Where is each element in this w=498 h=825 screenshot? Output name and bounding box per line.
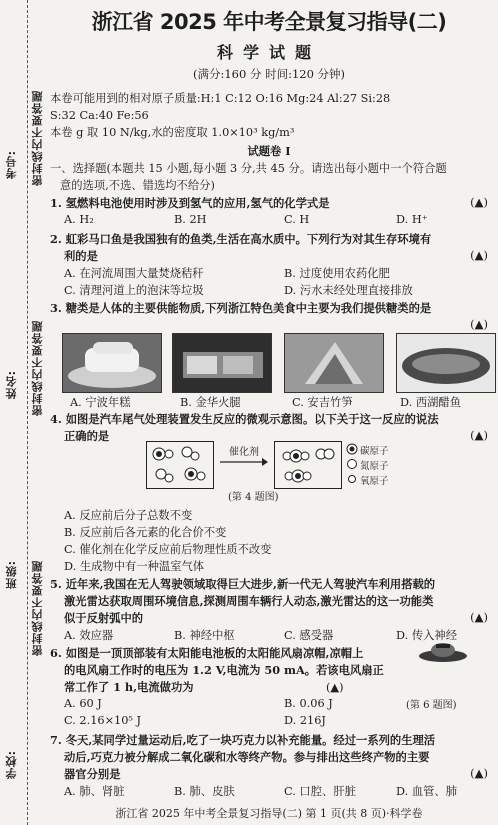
photo-vinegar-fish — [396, 333, 496, 393]
school-label: 学校: — [5, 750, 18, 780]
q7-answer-blank: (▲) — [470, 766, 488, 780]
page-footer: 浙江省 2025 年中考全景复习指导(二) 第 1 页(共 8 页)·科学卷 — [115, 807, 423, 820]
q6-option-c: C. 2.16×10⁵ J — [64, 714, 142, 727]
q4-stem-1: 4. 如图是汽车尾气处理装置发生反应的微观示意图。以下关于这一反应的说法 — [50, 412, 439, 426]
photo-ham — [172, 333, 272, 393]
products-box — [274, 441, 342, 489]
q7-stem-2: 动后,巧克力被分解成二氧化碳和水等终产物。参与排出这些终产物的主要 — [64, 750, 430, 764]
q7-stem-1: 7. 冬天,某同学过量运动后,吃了一块巧克力以补充能量。经过一系列的生理活 — [50, 733, 436, 747]
legend-oxygen: 氧原子 — [360, 476, 389, 487]
q4-option-b: B. 反应前后各元素的化合价不变 — [64, 526, 227, 539]
q5-option-c: C. 感受器 — [284, 629, 334, 642]
q5-stem-3: 似于反射弧中的 — [64, 611, 144, 625]
catalyst-label: 催化剂 — [229, 447, 259, 458]
q5-option-b: B. 神经中枢 — [174, 629, 235, 642]
q4-option-c: C. 催化剂在化学反应前后物理性质不改变 — [64, 543, 272, 556]
reaction-arrow-icon — [218, 457, 270, 467]
exam-number-label: 考号: — [5, 150, 18, 180]
q1-answer-blank: (▲) — [470, 195, 488, 209]
q6-figure-caption: (第 6 题图) — [406, 700, 457, 711]
q1-option-b: B. 2H — [174, 213, 207, 226]
q2-stem-2: 利的是 — [64, 249, 98, 263]
q3-option-c: C. 安吉竹笋 — [292, 396, 353, 409]
q3-answer-blank: (▲) — [470, 317, 488, 331]
legend-carbon: 碳原子 — [360, 446, 389, 457]
q2-option-c: C. 清理河道上的泡沫等垃圾 — [64, 284, 204, 297]
seal-cut-line — [27, 0, 28, 825]
q3-option-d: D. 西湖醋鱼 — [400, 396, 462, 409]
seal-warning-2: 密封线内不要答题 — [31, 320, 44, 416]
q5-option-d: D. 传入神经 — [396, 629, 458, 642]
q6-answer-blank: (▲) — [326, 681, 344, 694]
atomic-mass-line-1: 本卷可能用到的相对原子质量:H:1 C:12 O:16 Mg:24 Al:27 Si:28 — [50, 92, 391, 105]
subject-heading: 科学试题 — [216, 43, 321, 62]
q4-answer-blank: (▲) — [470, 428, 488, 442]
q2-stem-1: 2. 虹彩马口鱼是我国独有的鱼类,生活在高水质中。下列行为对其生存环境有 — [50, 232, 432, 246]
q6-stem-1: 6. 如图是一顶顶部装有太阳能电池板的太阳能风扇凉帽,凉帽上 — [50, 646, 364, 660]
q2-option-d: D. 污水未经处理直接排放 — [284, 284, 413, 297]
q3-stem: 3. 糖类是人体的主要供能物质,下列浙江特色美食中主要为我们提供糖类的是 — [50, 301, 432, 315]
q5-answer-blank: (▲) — [470, 610, 488, 624]
q5-stem-2: 激光雷达获取周围环境信息,探测周围车辆行人动态,激光雷达的这一功能类 — [64, 594, 434, 608]
q2-option-a: A. 在河流周围大量焚烧秸秆 — [64, 267, 204, 280]
name-label: 姓名: — [5, 370, 18, 400]
q4-option-a: A. 反应前后分子总数不变 — [64, 509, 193, 522]
q1-stem: 1. 氢燃料电池使用时涉及到氢气的应用,氢气的化学式是 — [50, 196, 330, 210]
q7-option-d: D. 血管、肺 — [396, 785, 458, 798]
legend-nitrogen: 氮原子 — [360, 461, 389, 472]
q1-option-a: A. H₂ — [64, 213, 94, 226]
page-title: 浙江省 2025 年中考全景复习指导(二) — [91, 10, 447, 34]
exam-page — [46, 0, 492, 825]
q5-option-a: A. 效应器 — [64, 629, 114, 642]
seal-warning-3: 密封线内不要答题 — [31, 560, 44, 656]
q1-option-c: C. H — [284, 213, 310, 226]
q4-figure-caption: (第 4 题图) — [228, 492, 279, 503]
q6-stem-3: 常工作了 1 h,电流做功为 — [64, 680, 194, 694]
q7-stem-3: 器官分别是 — [64, 767, 121, 781]
photo-rice-cake — [62, 333, 162, 393]
q6-option-d: D. 216J — [284, 714, 326, 727]
q3-option-a: A. 宁波年糕 — [70, 396, 131, 409]
q7-option-b: B. 肺、皮肤 — [174, 785, 235, 798]
solar-fan-hat-icon — [418, 640, 468, 664]
q6-option-b: B. 0.06 J — [284, 697, 333, 710]
section-intro-2: 意的选项,不选、错选均不给分) — [60, 179, 215, 192]
section-intro-1: 一、选择题(本题共 15 小题,每小题 3 分,共 45 分。请选出每小题中一个符合题 — [50, 162, 447, 175]
atomic-mass-line-2: S:32 Ca:40 Fe:56 — [50, 109, 149, 122]
exam-meta: (满分:160 分 时间:120 分钟) — [192, 67, 346, 81]
class-label: 班级: — [5, 560, 18, 590]
q1-option-d: D. H⁺ — [396, 213, 428, 226]
seal-strip — [0, 0, 42, 825]
legend-symbols — [346, 441, 358, 487]
q6-stem-2: 的电风扇工作时的电压为 1.2 V,电流为 50 mA。若该电风扇正 — [64, 663, 384, 677]
q4-option-d: D. 生成物中有一种温室气体 — [64, 560, 205, 573]
section-heading: 试题卷 I — [247, 144, 291, 158]
seal-warning-1: 密封线内不要答题 — [31, 90, 44, 186]
q2-option-b: B. 过度使用农药化肥 — [284, 267, 390, 280]
q2-answer-blank: (▲) — [470, 248, 488, 262]
q5-stem-1: 5. 近年来,我国在无人驾驶领域取得巨大进步,新一代无人驾驶汽车利用搭载的 — [50, 577, 436, 591]
q3-option-b: B. 金华火腿 — [180, 396, 241, 409]
q4-stem-2: 正确的是 — [64, 429, 110, 443]
q7-option-c: C. 口腔、肝脏 — [284, 785, 356, 798]
reactants-box — [146, 441, 214, 489]
constants-line: 本卷 g 取 10 N/kg,水的密度取 1.0×10³ kg/m³ — [50, 126, 295, 139]
q7-option-a: A. 肺、肾脏 — [64, 785, 125, 798]
q6-option-a: A. 60 J — [64, 697, 102, 710]
photo-bamboo-shoot — [284, 333, 384, 393]
